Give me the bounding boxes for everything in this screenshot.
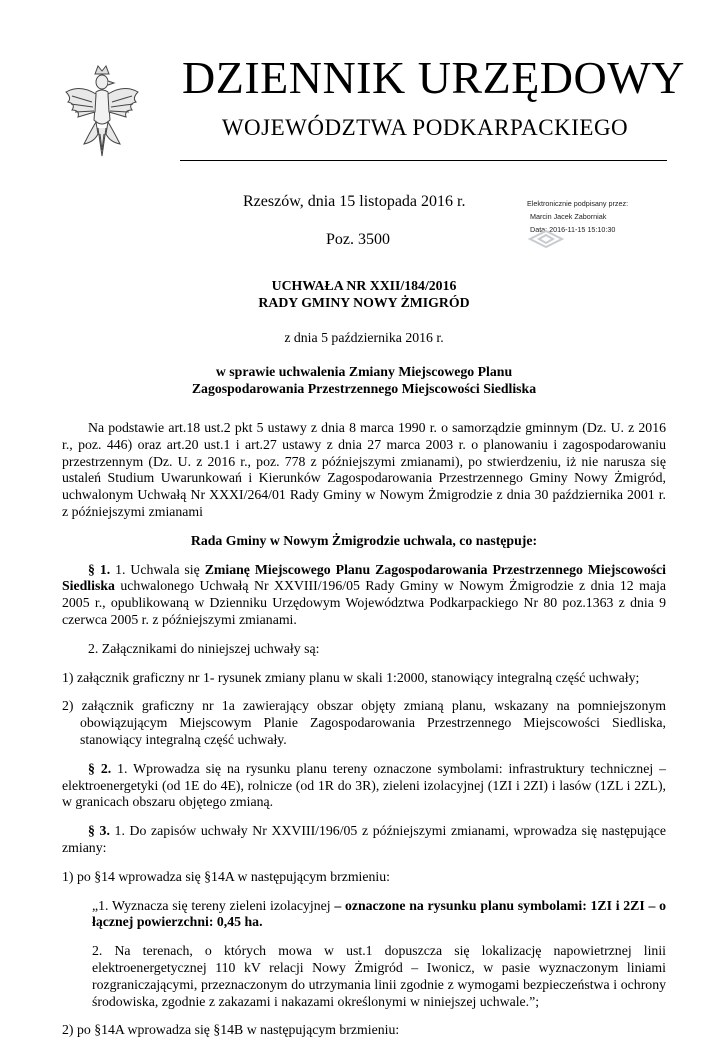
resolves-heading: Rada Gminy w Nowym Żmigrodzie uchwala, co następuje: <box>190 532 538 548</box>
journal-title: DZIENNIK URZĘDOWY <box>182 52 685 103</box>
section-2-text: 1. Wprowadza się na rysunku planu tereny oznaczone symbolami: infrastruktury technicznej – elektroenergetyki (od 1E do 4E), rolnicze (od 1R do 3R), zieleni izolacyjnej (1ZI i 2ZI) i lasów (1ZL i 2ZL), w granicach obszaru objętego zmianą. <box>62 760 666 810</box>
publication-date: Rzeszów, dnia 15 listopada 2016 r. <box>243 193 466 210</box>
section-2-paragraph <box>62 761 666 811</box>
signature-watermark-icon <box>527 228 565 250</box>
header-divider <box>180 160 667 161</box>
signature-date: Data: 2016-11-15 15:10:30 <box>530 225 616 234</box>
signature-label: Elektronicznie podpisany przez: <box>527 199 629 208</box>
section-1-plan-name: Zmianę Miejscowego Planu Zagospodarowania Przestrzennego Miejscowości Siedliska <box>62 561 666 594</box>
document-body <box>62 278 666 1039</box>
resolution-subject-line1: w sprawie uchwalenia Zmiany Miejscowego Planu <box>215 364 513 380</box>
position-number: Poz. 3500 <box>326 231 390 248</box>
signature-signer: Marcin Jacek Zaborniak <box>530 212 607 221</box>
quoted-paragraph-1 <box>62 898 666 932</box>
polish-eagle-emblem-icon <box>62 62 142 162</box>
quoted-paragraph-2: 2. Na terenach, o których mowa w ust.1 dopuszcza się lokalizację napowietrznej linii elektroenergetycznej 110 kV relacji Nowy Żmigród – Iwonicz, w pasie wyznaczonym liniami rozgraniczającymi, przeznaczonym do utrzymania linii zgodnie z wymogami bezpieczeństwa i ochrony środowiska, zgodnie z zakazami i nakazami określonymi w niniejszej uchwale.”; <box>92 943 666 1009</box>
section-1-text-b: uchwalonego Uchwałą Nr XXVIII/196/05 Rady Gminy w Nowym Żmigrodzie z dnia 12 maja 2005 r., opublikowaną w Dzienniku Urzędowym Województwa Podkarpackiego Nr 80 poz.1363 z dnia 9 czerwca 2005 r. z późniejszymi zmianami. <box>62 578 666 627</box>
resolution-date: z dnia 5 października 2016 r. <box>284 329 444 345</box>
journal-subtitle: WOJEWÓDZTWA PODKARPACKIEGO <box>221 115 629 140</box>
section-2-label: § 2. <box>88 760 112 776</box>
resolution-subject-line2: Zagospodarowania Przestrzennego Miejscowości Siedliska <box>191 381 537 397</box>
section-1-label: § 1. <box>88 561 111 577</box>
quoted-paragraph-1-text: „1. Wyznacza się tereny zieleni izolacyjnej <box>92 897 335 913</box>
section-1-text-a: 1. Uchwala się <box>110 561 205 577</box>
section-3-text: 1. Do zapisów uchwały Nr XXVIII/196/05 z późniejszymi zmianami, wprowadza się następujące zmiany: <box>62 823 667 855</box>
section-1-item-2: 2) załącznik graficzny nr 1a zawierający obszar objęty zmianą planu, wskazany na pomniejszonym obowiązującym Miejscowym Planie Zagospodarowania Przestrzennego Miejscowości Siedliska, stanowiący integralną część uchwały. <box>62 698 666 747</box>
section-1-item-1: 1) załącznik graficzny nr 1- rysunek zmiany planu w skali 1:2000, stanowiący integralną część uchwały; <box>62 669 640 685</box>
preamble-paragraph: Na podstawie art.18 ust.2 pkt 5 ustawy z dnia 8 marca 1990 r. o samorządzie gminnym (Dz. U. z 2016 r., poz. 446) oraz art.20 ust.1 i art.27 ustawy z dnia 27 marca 2003 r. o planowaniu i zagospodarowaniu przestrzennym (Dz. U. z 2016 r., poz. 778 z późniejszymi zmianami), po stwierdzeniu, iż nie narusza się ustaleń Studium Uwarunkowań i Kierunków Zagospodarowania Przestrzennego Gminy Nowy Żmigród, uchwalonym Uchwałą Nr XXXI/264/01 Rady Gminy w Nowym Żmigrodzie z dnia 30 października 2001 r. z późniejszymi zmianami <box>62 419 666 519</box>
section-3-item-1: 1) po §14 wprowadza się §14A w następującym brzmieniu: <box>62 868 390 884</box>
section-1-paragraph-1 <box>62 562 666 629</box>
resolution-council: RADY GMINY NOWY ŻMIGRÓD <box>258 294 470 310</box>
section-3-label: § 3. <box>88 823 110 839</box>
section-3-paragraph <box>62 823 666 857</box>
section-3-item-2: 2) po §14A wprowadza się §14B w następującym brzmieniu: <box>62 1022 400 1038</box>
resolution-number: UCHWAŁA NR XXII/184/2016 <box>271 278 457 293</box>
quoted-paragraph-1-bold: – oznaczone na rysunku planu symbolami: 1ZI i 2ZI – o łącznej powierzchni: 0,45 ha. <box>92 897 667 930</box>
section-1-paragraph-2: 2. Załącznikami do niniejszej uchwały są: <box>88 640 320 656</box>
